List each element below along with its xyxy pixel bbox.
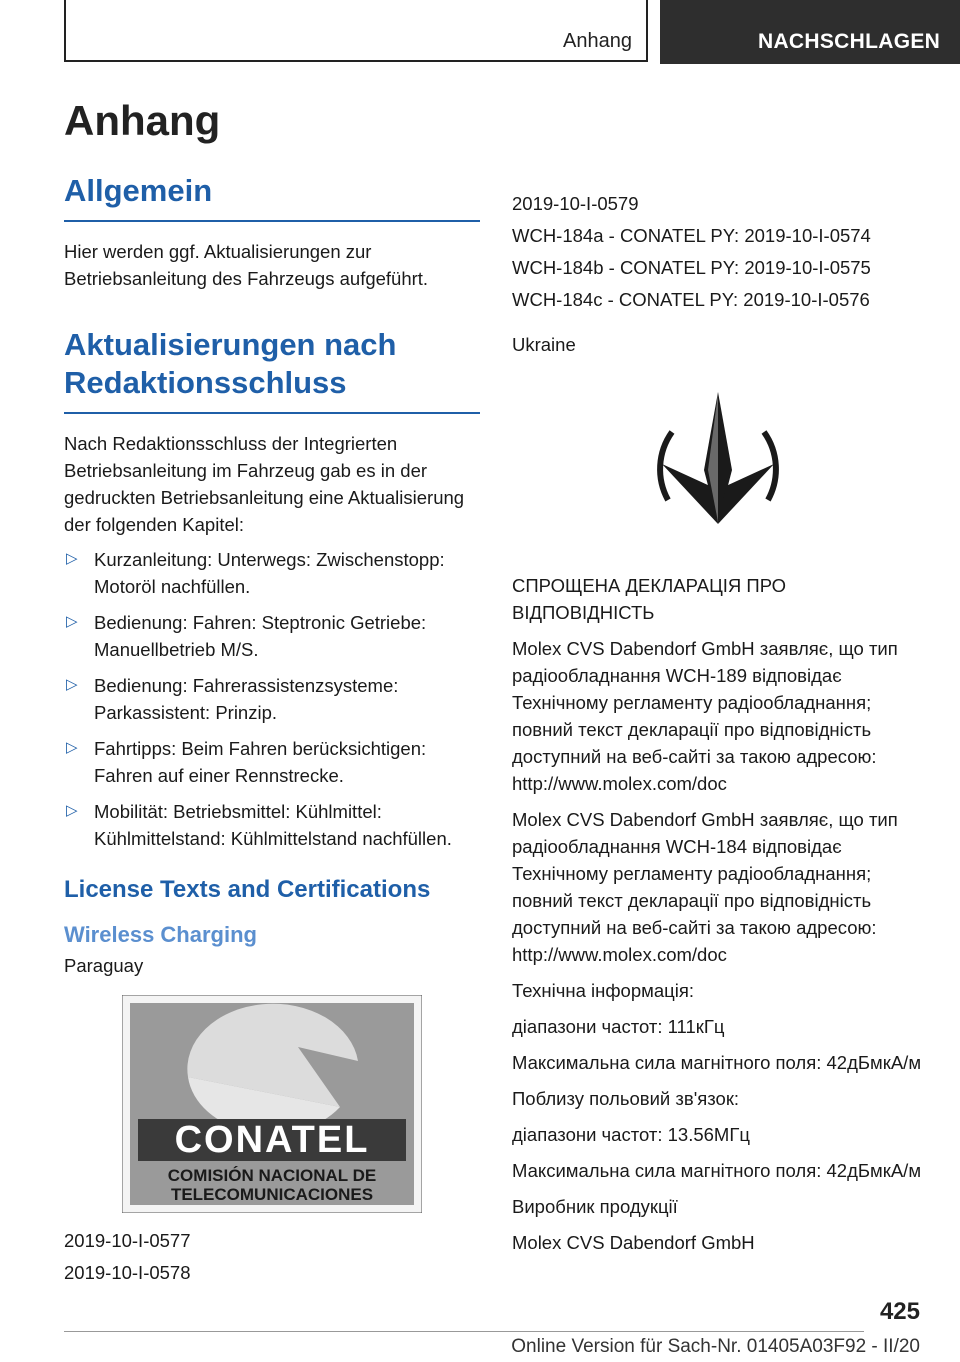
conatel-line2: TELECOMUNICACIONES [170,1184,374,1204]
conatel-logo [122,995,422,1213]
triangle-icon: ▷ [66,738,78,756]
allgemein-text: Hier werden ggf. Aktualisierungen zur Betriebsanleitung des Fahrzeugs aufgeführt. [64,241,429,290]
code-item: WCH-184b - CONATEL PY: 2019-10-I-0575 [512,257,871,278]
triangle-icon: ▷ [66,612,78,630]
updates-heading: Aktualisierungen nach Redaktionsschluss [64,326,480,414]
manufacturer-name: Molex CVS Dabendorf GmbH [512,1232,755,1253]
license-heading: License Texts and Certifications [64,875,431,903]
triangle-icon: ▷ [66,801,78,819]
list-item: ▷ Mobilität: Betriebsmittel: Kühlmittel: Kühlmittelstand: Kühlmittelstand nachfüllen. [64,798,480,852]
list-item: ▷ Fahrtipps: Beim Fahren berücksichtigen: Fahren auf einer Rennstrecke. [64,735,480,789]
updates-text: Nach Redaktionsschluss der Integrierten Betriebsanleitung im Fahrzeug gab es in der gedruckten Betriebsanleitung eine Aktualisierung der folgenden Kapitel: [64,432,465,535]
allgemein-heading: Allgemein [64,172,480,222]
right-column [512,190,922,1265]
tech-info-label: Технічна інформація: [512,980,695,1001]
country-paraguay: Paraguay [64,954,144,976]
footer-divider [64,1331,864,1332]
list-item: ▷ Bedienung: Fahrerassistenzsysteme: Parkassistent: Prinzip. [64,672,480,726]
frequency-2: діапазони частот: 13.56МГц [512,1124,750,1145]
wireless-heading: Wireless Charging [64,922,257,948]
page-number: 425 [879,1298,920,1325]
frequency-1: діапазони частот: 111кГц [512,1016,725,1037]
manufacturer-label: Виробник продукції [512,1196,678,1217]
declaration-title: СПРОЩЕНА ДЕКЛАРАЦІЯ ПРО ВІДПОВІДНІСТЬ [512,575,787,623]
page-title: Anhang [64,97,221,144]
near-field-label: Поблизу польовий зв'язок: [512,1088,740,1109]
field-strength-2: Максимальна сила магнітного поля: 42дБмкА/м [512,1160,922,1181]
code-item: WCH-184c - CONATEL PY: 2019-10-I-0576 [512,289,870,310]
list-item: ▷ Kurzanleitung: Unterwegs: Zwischenstopp: Motoröl nachfüllen. [64,546,480,600]
header-chapter-tab[interactable]: NACHSCHLAGEN [660,0,960,64]
declaration-wch189: Molex CVS Dabendorf GmbH заявляє, що тип радіообладнання WCH-189 відповідає Технічному регламенту радіообладнання; повний текст декларації про відповідність доступний на веб-сайті за такою адресою: http://www.molex.com/doc [512,638,898,794]
triangle-icon: ▷ [66,549,78,567]
header-section-label: Anhang [563,30,632,52]
country-ukraine: Ukraine [512,334,576,355]
conatel-brand-text: CONATEL [174,1118,370,1161]
updates-list [64,546,480,852]
list-item: ▷ Bedienung: Fahren: Steptronic Getriebe: Manuellbetrieb M/S. [64,609,480,663]
code-item: 2019-10-I-0579 [512,193,639,214]
left-column [64,96,480,1286]
header-section-box [64,0,648,62]
triangle-icon: ▷ [66,675,78,693]
footer-text: Online Version für Sach-Nr. 01405A03F92 - II/20 [511,1336,920,1357]
code-item: 2019-10-I-0578 [64,1261,191,1283]
ukraine-conformity-mark [638,384,798,544]
code-item: 2019-10-I-0577 [64,1229,191,1251]
field-strength-1: Максимальна сила магнітного поля: 42дБмкА/м [512,1052,922,1073]
code-item: WCH-184a - CONATEL PY: 2019-10-I-0574 [512,225,871,246]
conatel-line1: COMISIÓN NACIONAL DE [167,1165,377,1185]
declaration-wch184: Molex CVS Dabendorf GmbH заявляє, що тип радіообладнання WCH-184 відповідає Технічному регламенту радіообладнання; повний текст декларації про відповідність доступний на веб-сайті за такою адресою: http://www.molex.com/doc [512,809,898,965]
